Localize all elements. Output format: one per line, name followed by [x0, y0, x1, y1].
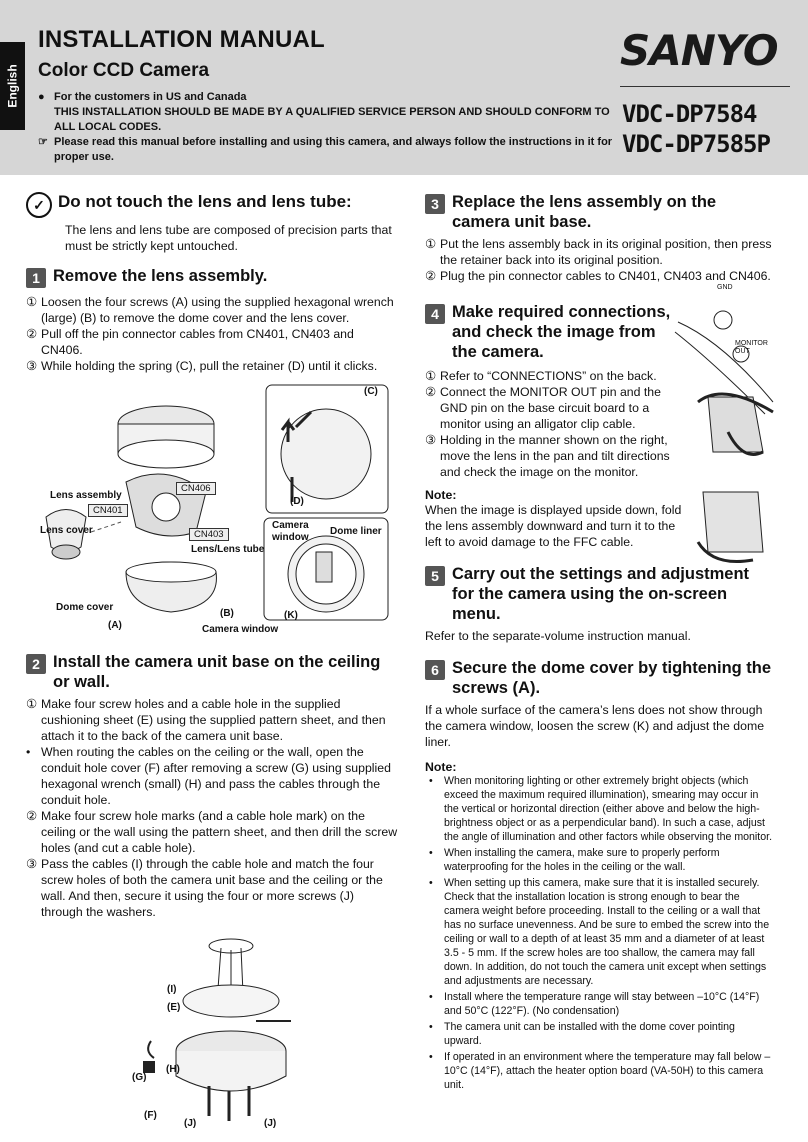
label-lens-tube: Lens/Lens tube — [191, 544, 265, 555]
caution-icon: ✓ — [26, 192, 52, 218]
label-f: (F) — [144, 1110, 157, 1121]
step5-heading — [425, 564, 773, 624]
model-number: VDC-DP7585P — [622, 130, 770, 158]
label-g: (G) — [132, 1072, 147, 1083]
step2-heading — [26, 652, 398, 692]
label-dome-cover: Dome cover — [56, 602, 114, 613]
manual-subtitle: Color CCD Camera — [38, 60, 210, 81]
label-cn406: CN406 — [176, 482, 216, 495]
step3-heading — [425, 192, 773, 232]
list-item: • When installing the camera, make sure to properly perform waterproofing for the holes in the ceiling or the wall. — [429, 847, 720, 873]
label-monitor-out: MONITOR OUT — [735, 340, 768, 355]
list-item: ① Refer to “CONNECTIONS” on the back. — [425, 369, 657, 383]
list-item: • When setting up this camera, make sure that it is installed securely. Check that the installation location is strong enough to bear the camera weight before proceeding. Install to the ceiling or a wall that has no surface unevenness. And be sure to embed the screw into the ceiling or wall to a depth of at least 35 mm and a diameter of at least 3.5 - 5 mm. If the screw holes are too shallow, the camera may fall down. In addition, do not touch the camera unit except when settings and adjustments are necessary. — [429, 877, 770, 987]
step3-list — [425, 236, 773, 284]
list-item: ② Connect the MONITOR OUT pin and the GND pin on the base circuit board to a monitor using an alligator clip cable. — [425, 385, 661, 431]
step-number-badge: 2 — [26, 654, 46, 674]
list-item: ③ Pass the cables (I) through the cable hole and match the four screw holes of both the camera unit base and the ceiling or the wall. And then, secure it using the four or more screws (J) through the washers. — [26, 857, 383, 919]
label-b: (B) — [220, 608, 234, 619]
list-item: • If operated in an environment where the temperature may fall below –10°C (14°F), attach the heater option board (VA-50H) to this camera unit. — [429, 1051, 771, 1091]
label-lens-assembly: Lens assembly — [50, 490, 122, 501]
caution-text: The lens and lens tube are composed of precision parts that must be strictly kept untouched. — [65, 223, 392, 253]
model-number: VDC-DP7584 — [622, 100, 757, 128]
step4-heading — [425, 302, 675, 362]
step-number-badge: 3 — [425, 194, 445, 214]
label-lens-cover: Lens cover — [40, 525, 93, 536]
label-j-left: (J) — [184, 1118, 197, 1129]
label-dome-liner: Dome liner — [330, 526, 382, 537]
label-cn403: CN403 — [189, 528, 229, 541]
manual-title: INSTALLATION MANUAL — [38, 26, 325, 53]
step6-text: If a whole surface of the camera’s lens does not show through the camera window, loosen the screw (K) and adjust the dome liner. — [425, 703, 765, 749]
list-item: ③ While holding the spring (C), pull the retainer (D) until it clicks. — [26, 359, 378, 373]
list-item: ② Make four screw hole marks (and a cable hole mark) on the ceiling or the wall using the pattern sheet, and then drill the screw holes (and cut a cable hole). — [26, 809, 398, 855]
list-item: • When routing the cables on the ceiling or the wall, open the conduit hole cover (F) after removing a screw (G) using supplied hexagonal wrench (small) (H) and pass the cables through the conduit hole. — [26, 745, 391, 807]
step4-note: When the image is displayed upside down, fold the lens assembly downward and turn it to the left to avoid damage to the FFC cable. — [425, 503, 682, 549]
step6-notes — [425, 774, 773, 1092]
header-notes — [38, 90, 613, 165]
label-d: (D) — [290, 496, 304, 507]
brand-divider — [620, 86, 790, 87]
list-item: ① Loosen the four screws (A) using the supplied hexagonal wrench (large) (B) to remove the dome cover and the lens cover. — [26, 295, 394, 325]
list-item: ② Pull off the pin connector cables from CN401, CN403 and CN406. — [26, 327, 354, 357]
step3-title: Replace the lens assembly on the camera unit base. — [452, 193, 717, 231]
step2-figure — [26, 926, 398, 1129]
step1-figure — [26, 382, 398, 644]
step4-note-title: Note: — [425, 488, 457, 502]
list-item: ① Make four screw holes and a cable hole in the supplied cushioning sheet (E) using the supplied pattern sheet, and then attach it to the back of the camera unit base. — [26, 697, 386, 743]
list-item: ② Plug the pin connector cables to CN401, CN403 and CN406. — [425, 269, 771, 283]
label-e: (E) — [167, 1002, 181, 1013]
base-mounting-illustration — [26, 926, 398, 1126]
label-k: (K) — [284, 610, 298, 621]
label-a: (A) — [108, 620, 122, 631]
list-item: • The camera unit can be installed with the dome cover pointing upward. — [429, 1021, 735, 1047]
label-h: (H) — [166, 1064, 180, 1075]
step4-block — [425, 284, 773, 550]
label-cn401: CN401 — [88, 504, 128, 517]
step5-title: Carry out the settings and adjustment for the camera using the on-screen menu. — [452, 565, 750, 623]
step2-list — [26, 696, 398, 920]
step6-heading — [425, 658, 773, 698]
left-column — [26, 192, 398, 1129]
connection-illustration — [673, 302, 785, 572]
header-note: ☞ Please read this manual before installing and using this camera, and always follow the instructions in it for proper use. — [38, 136, 613, 163]
label-gnd: GND — [717, 284, 733, 291]
list-item: ① Put the lens assembly back in its original position, then press the retainer back into its original position. — [425, 237, 772, 267]
header-note: THIS INSTALLATION SHOULD BE MADE BY A QUALIFIED SERVICE PERSON AND SHOULD CONFORM TO ALL LOCAL CODES. — [54, 106, 610, 133]
header-note: ● For the customers in US and Canada — [38, 91, 247, 103]
step6-note-title: Note: — [425, 760, 457, 774]
step-number-badge: 6 — [425, 660, 445, 680]
step4-list — [425, 368, 683, 480]
step1-list — [26, 294, 398, 374]
header-band — [0, 0, 808, 175]
label-c: (C) — [364, 386, 378, 397]
step4-title: Make required connections, and check the image from the camera. — [452, 303, 671, 361]
language-tab: English — [0, 42, 25, 130]
step2-title: Install the camera unit base on the ceiling or wall. — [53, 653, 381, 691]
right-column — [425, 192, 773, 1094]
caution-heading: ✓ Do not touch the lens and lens tube: — [26, 192, 398, 218]
label-j-right: (J) — [264, 1118, 277, 1129]
label-camera-window-inset: Camera window — [272, 520, 309, 543]
step-number-badge: 1 — [26, 268, 46, 288]
label-i: (I) — [167, 984, 177, 995]
label-camera-window: Camera window — [202, 624, 279, 635]
step-number-badge: 4 — [425, 304, 445, 324]
list-item: • When monitoring lighting or other extremely bright objects (which exceed the maximum required illumination), smearing may occur in the vertical or horizontal direction (either above and below the high-brightness object or as a perpendicular band). In such a case, adjust the angle of illumination and other factors while observing the monitor. — [429, 775, 773, 843]
step1-title: Remove the lens assembly. — [53, 267, 268, 285]
list-item: • Install where the temperature range will stay between –10°C (14°F) and 50°C (122°F). (No condensation) — [429, 991, 760, 1017]
step-number-badge: 5 — [425, 566, 445, 586]
step1-heading — [26, 266, 398, 288]
brand-logo: SANYO — [620, 26, 778, 75]
step6-title: Secure the dome cover by tightening the screws (A). — [452, 659, 772, 697]
list-item: ③ Holding in the manner shown on the right, move the lens in the pan and tilt directions and check the image on the monitor. — [425, 433, 670, 479]
step5-text: Refer to the separate-volume instruction manual. — [425, 629, 691, 643]
